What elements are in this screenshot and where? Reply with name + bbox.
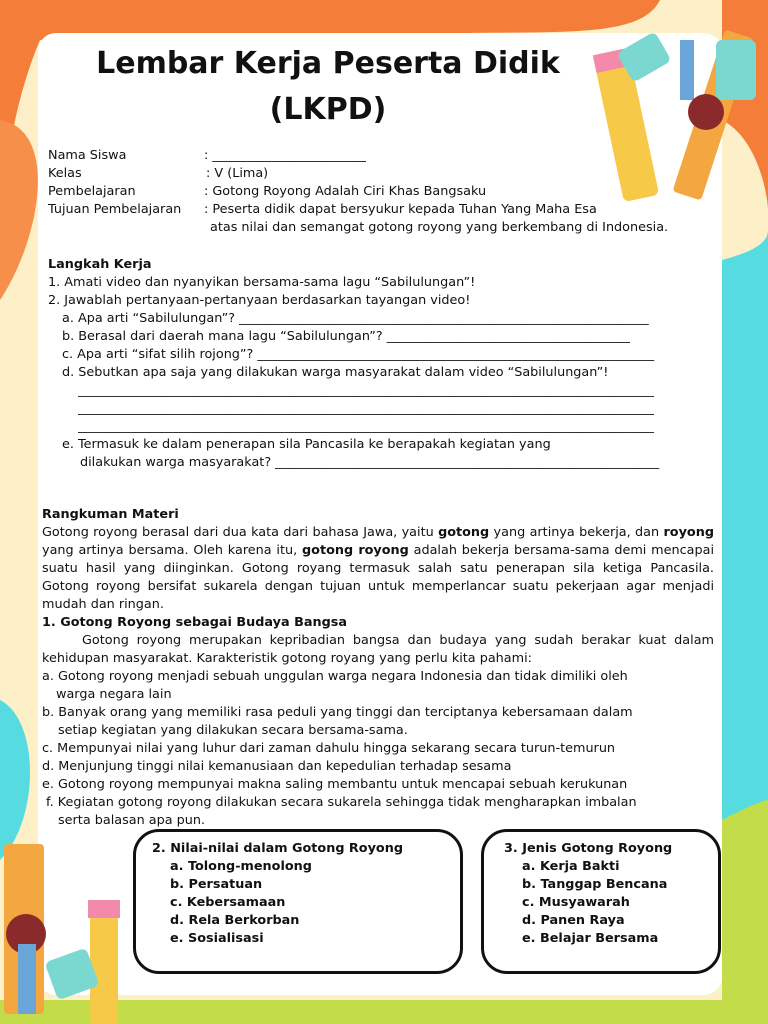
jenis-item: b. Tanggap Bencana [522,877,668,892]
jenis-item: d. Panen Raya [522,913,625,928]
question-e-1: e. Termasuk ke dalam penerapan sila Pancasila ke berapakah kegiatan yang [62,437,551,452]
karakteristik-f-1: f. Kegiatan gotong royong dilakukan secara sukarela sehingga tidak mengharapkan imbalan [46,795,637,810]
question-b[interactable]: b. Berasal dari daerah mana lagu “Sabilulungan”? ______________________________________ [62,329,630,344]
pembelajaran-label: Pembelajaran [48,184,136,199]
question-d: d. Sebutkan apa saja yang dilakukan warga masyarakat dalam video “Sabilulungan”! [62,365,609,380]
karakteristik-a-1: a. Gotong royong menjadi sebuah unggulan warga negara Indonesia dan tidak dimiliki oleh [42,669,628,684]
page-subtitle: (LKPD) [269,92,387,127]
nama-label: Nama Siswa [48,148,127,163]
tujuan-label: Tujuan Pembelajaran [48,202,182,217]
langkah-step-1: 1. Amati video dan nyanyikan bersama-sama lagu “Sabilulungan”! [48,275,476,290]
answer-line-3[interactable]: __________________________________________________________________________________________ [78,419,654,434]
rangkuman-paragraph-2: Gotong royong merupakan kepribadian bangsa dan budaya yang sudah berakar kuat dalam kehidupan masyarakat. Karakteristik gotong royang yang perlu kita pahami: [42,633,714,666]
pembelajaran-value: : Gotong Royong Adalah Ciri Khas Bangsaku [204,184,487,199]
karakteristik-d: d. Menjunjung tinggi nilai kemanusiaan dan kepedulian terhadap sesama [42,759,512,774]
jenis-item: c. Musyawarah [522,895,630,910]
jenis-heading: 3. Jenis Gotong Royong [504,841,673,856]
nilai-box [133,829,463,974]
karakteristik-f-2: serta balasan apa pun. [58,813,206,828]
question-c[interactable]: c. Apa arti “sifat silih rojong”? ______________________________________________________________ [62,347,655,362]
subheading-budaya: 1. Gotong Royong sebagai Budaya Bangsa [42,615,347,630]
term-royong: royong [663,525,714,540]
term-gotong: gotong [438,525,490,540]
stationery-icon-bottom-left [0,824,140,1024]
kelas-label: Kelas [48,166,82,181]
nilai-heading: 2. Nilai-nilai dalam Gotong Royong [152,841,403,856]
nilai-item: d. Rela Berkorban [170,913,300,928]
karakteristik-b-1: b. Banyak orang yang memiliki rasa peduli yang tinggi dan terciptanya kebersamaan dalam [42,705,633,720]
nilai-item: a. Tolong-menolong [170,859,312,874]
jenis-box [481,829,721,974]
question-a[interactable]: a. Apa arti “Sabilulungan”? ________________________________________________________________ [62,311,649,326]
tujuan-value-1: : Peserta didik dapat bersyukur kepada Tuhan Yang Maha Esa [204,202,597,217]
answer-line-1[interactable]: __________________________________________________________________________________________ [78,383,654,398]
tujuan-value-2: atas nilai dan semangat gotong royong yang berkembang di Indonesia. [210,220,669,235]
nilai-item: e. Sosialisasi [170,931,264,946]
karakteristik-c: c. Mempunyai nilai yang luhur dari zaman dahulu hingga sekarang secara turun-temurun [42,741,616,756]
rangkuman-heading: Rangkuman Materi [42,507,179,522]
page-title: Lembar Kerja Peserta Didik [96,46,560,81]
kelas-value: : V (Lima) [206,166,269,181]
jenis-item: e. Belajar Bersama [522,931,659,946]
langkah-step-2: 2. Jawablah pertanyaan-pertanyaan berdasarkan tayangan video! [48,293,471,308]
karakteristik-a-2: warga negara lain [56,687,172,702]
nilai-item: b. Persatuan [170,877,263,892]
question-e-2[interactable]: dilakukan warga masyarakat? ____________________________________________________________ [80,455,660,470]
karakteristik-b-2: setiap kegiatan yang dilakukan secara bersama-sama. [58,723,408,738]
nilai-item: c. Kebersamaan [170,895,286,910]
orange-blob-left [0,120,38,300]
langkah-heading: Langkah Kerja [48,257,152,272]
rangkuman-paragraph-1: Gotong royong berasal dari dua kata dari bahasa Jawa, yaitu gotong yang artinya bekerja, dan royong yang artinya bersama. Oleh karena itu, gotong royong adalah bekerja bersama-sama demi mencapai suatu hasil yang diinginkan. Gotong royang termasuk salah satu penerapan sila ketiga Pancasila. Gotong royong bersifat sukarela dengan tujuan untuk memperlancar suatu pekerjaan agar menjadi mudah dan ringan. [42,525,714,612]
jenis-item: a. Kerja Bakti [522,859,620,874]
karakteristik-e: e. Gotong royong mempunyai makna saling membantu untuk mencapai sebuah kerukunan [42,777,628,792]
nama-field[interactable]: : ________________________ [204,148,366,163]
answer-line-2[interactable]: __________________________________________________________________________________________ [78,401,654,416]
term-gotong-royong: gotong royong [302,543,409,558]
green-blob-bottom-right [722,800,768,1024]
